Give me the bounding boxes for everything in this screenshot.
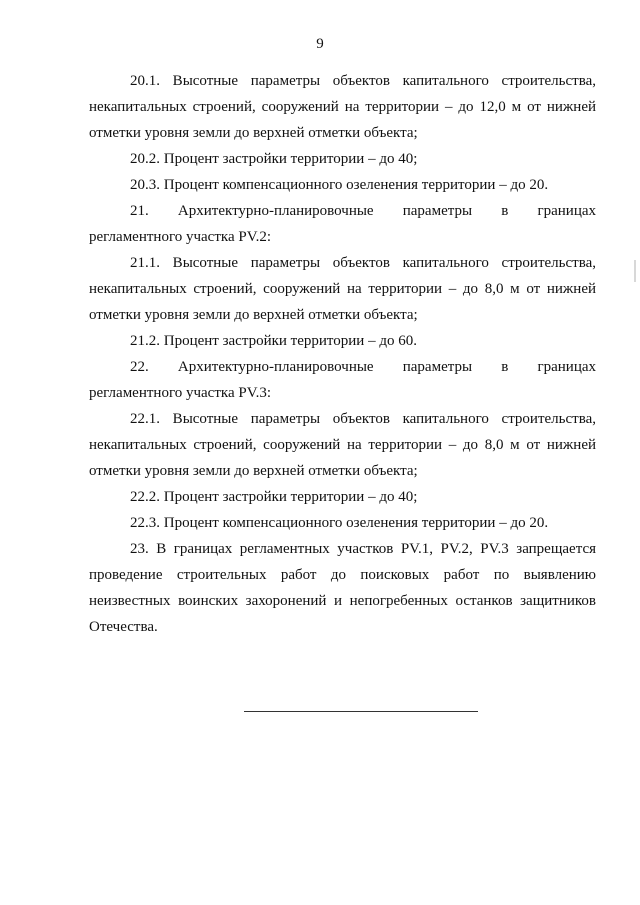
page-number: 9 xyxy=(316,36,324,52)
paragraph-22 xyxy=(89,354,596,406)
paragraph-22-2 xyxy=(89,484,596,510)
paragraph-line: 23. В границах регламентных участков PV.1, PV.2, PV.3 запрещается xyxy=(130,541,596,557)
paragraph-line: некапитальных строений, сооружений на территории – до 12,0 м от нижней xyxy=(89,99,596,115)
paragraph-line: 20.1. Высотные параметры объектов капитального строительства, xyxy=(130,73,596,89)
paragraph-21 xyxy=(89,198,596,250)
paragraph-line: отметки уровня земли до верхней отметки объекта; xyxy=(89,463,418,479)
paragraph-22-3 xyxy=(89,510,596,536)
paragraph-23 xyxy=(89,536,596,640)
paragraph-line: 21. Архитектурно-планировочные параметры в границах xyxy=(130,203,596,219)
paragraph-line: 20.3. Процент компенсационного озеленения территории – до 20. xyxy=(130,177,549,193)
paragraph-line: регламентного участка PV.3: xyxy=(89,385,272,401)
paragraph-line: 22. Архитектурно-планировочные параметры в границах xyxy=(130,359,596,375)
paragraph-line: Отечества. xyxy=(89,619,158,635)
paragraph-line: 22.1. Высотные параметры объектов капитального строительства, xyxy=(130,411,596,427)
paragraph-20-2 xyxy=(89,146,596,172)
scan-margin-mark xyxy=(634,260,636,282)
paragraph-line: 21.2. Процент застройки территории – до 60. xyxy=(130,333,417,349)
paragraph-line: 22.3. Процент компенсационного озеленения территории – до 20. xyxy=(130,515,549,531)
paragraph-20-1 xyxy=(89,68,596,146)
document-body xyxy=(89,68,596,640)
paragraph-line: некапитальных строений, сооружений на территории – до 8,0 м от нижней xyxy=(89,437,596,453)
paragraph-line: 20.2. Процент застройки территории – до 40; xyxy=(130,151,418,167)
paragraph-line: 22.2. Процент застройки территории – до 40; xyxy=(130,489,418,505)
paragraph-20-3 xyxy=(89,172,596,198)
paragraph-line: 21.1. Высотные параметры объектов капитального строительства, xyxy=(130,255,596,271)
paragraph-line: отметки уровня земли до верхней отметки объекта; xyxy=(89,125,418,141)
paragraph-21-2 xyxy=(89,328,596,354)
paragraph-line: регламентного участка PV.2: xyxy=(89,229,272,245)
paragraph-21-1 xyxy=(89,250,596,328)
paragraph-line: неизвестных воинских захоронений и непогребенных останков защитников xyxy=(89,593,596,609)
paragraph-line: отметки уровня земли до верхней отметки объекта; xyxy=(89,307,418,323)
paragraph-22-1 xyxy=(89,406,596,484)
paragraph-line: проведение строительных работ до поисковых работ по выявлению xyxy=(89,567,596,583)
paragraph-line: некапитальных строений, сооружений на территории – до 8,0 м от нижней xyxy=(89,281,596,297)
end-of-document-rule xyxy=(244,711,478,712)
